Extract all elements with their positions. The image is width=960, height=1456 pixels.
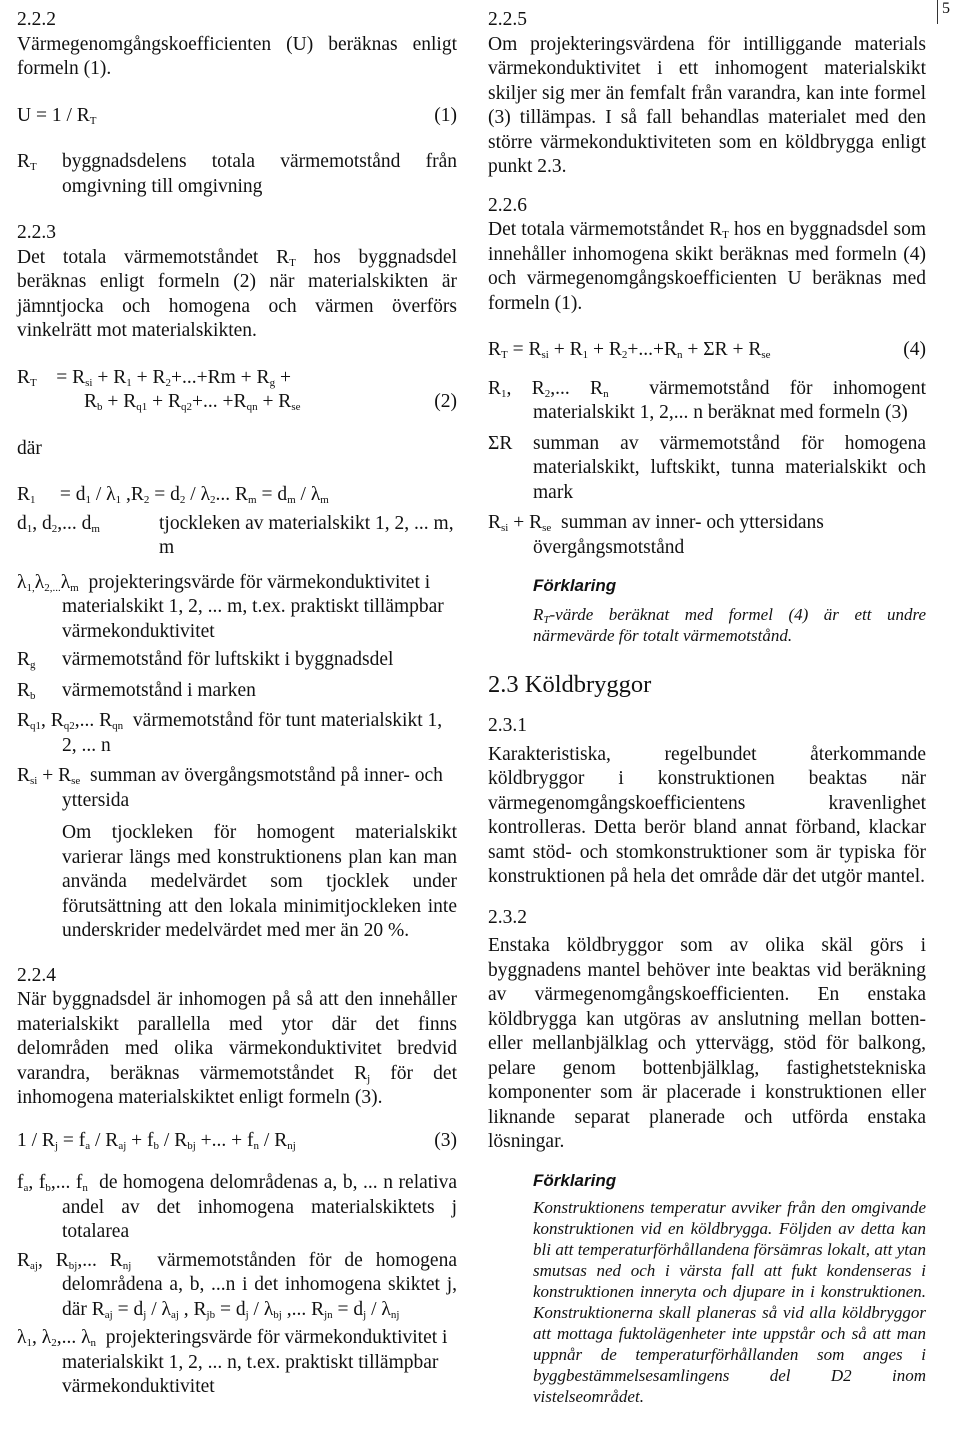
definition-rsi-rse: $R_{si} + R_{se}$ summan av övergångsmotstånd på inner- och yttersida xyxy=(17,765,443,811)
definition-sigma-r: ΣR summan av värmemotstånd för homogena materialskikt, luftskikt, tunna materialskikt och mark xyxy=(488,432,926,503)
definition-lambda-2: $\lambda_1$, $\lambda_2$,... $\lambda_n$ projekteringsvärde för värmekonduktivitet i materialskikt 1, 2, ... n, t.ex. praktiskt tillämpbar värmekonduktivitet xyxy=(17,1327,448,1397)
definition-rsi-rse-2: $R_{si} + R_{se}$ summan av inner- och yttersidans övergångsmotstånd xyxy=(488,512,824,558)
page-number: 5 xyxy=(937,0,957,24)
section-2-2-3-text: Det totala värmemotståndet $R_T$ hos byggnadsdel beräknas enligt formeln (2) när materialskikten är jämntjocka och homogena och värmen överförs vinkelrätt mot materialskikten. xyxy=(17,246,458,341)
definition-rq: $R_{q1}$, $R_{q2}$,... $R_{qn}$ värmemotstånd för tunt materialskikt 1, 2, ... n xyxy=(17,710,443,756)
section-2-2-5-text: Om projekteringsvärdena för intilliggande materials värmekonduktivitet i ett inhomogent materialskikt skiljer sig mer än femfalt från varandra, kan inte formel (3) tillämpas. I så fall behandlas materialet med den större värmekonduktiviteten som en köldbrygga enligt punkt 2.3. xyxy=(488,33,926,177)
formula-4: $R_T = R_{si} + R_1 + R_2+...+R_n + \Sigma R + R_{se}$ (4) xyxy=(488,339,926,361)
section-2-3-2-number: 2.3.2 xyxy=(488,906,527,928)
section-2-2-3-number: 2.2.3 xyxy=(17,222,56,243)
formula-4-number: (4) xyxy=(903,339,926,360)
definition-f: $f_a$, $f_b$,... $f_n$ de homogena delområdenas a, b, ... n relativa andel av det inhomogena materialskiktets j totalarea xyxy=(17,1172,458,1242)
explanation-2: Förklaring Konstruktionens temperatur avviker från den omgivande konstruktionen vid en köldbrygga. Följden av detta kan bli att temperaturförhållandena försämras lokalt, att ytan smutsas ned och i värsta fall att fukt kondenseras i konstruktionen inneryta och djupare in i konstruktionen. Konstruktionerna skall planeras så vid alla köldbryggor att mottaga fuktolägenheter inte uppstår och så att man uppnår de temperaturförhållanden som anges i byggbestämmelsesamlingens del D2 inom vistelseområdet. xyxy=(533,1170,926,1406)
section-2-2-4-text: När byggnadsdel är inhomogen på så att den innehåller materialskikt parallella med ytor där det finns delområden med olika värmekonduktivitet bredvid varandra, beräknas värmemotståndet $R_j$ för det inhomogena materialskiktet enligt formeln (3). xyxy=(17,989,457,1108)
section-2-3-heading: 2.3 Köldbryggor xyxy=(488,671,652,698)
section-2-3-1-number: 2.3.1 xyxy=(488,715,527,736)
definition-rg: $R_g$ värmemotstånd för luftskikt i byggnadsdel xyxy=(17,649,394,671)
section-2-3-1-text: Karakteristiska, regelbundet återkommande köldbryggor i konstruktionen beaktas när värmegenomgångskoefficientens kravenlighet kontrolleras. Detta berör bland annat förband, klackar samt stöd- och stomkonstruktioner som är typiska för konstruktionen på hela det område där det utgör mantel. xyxy=(488,743,926,887)
section-2-2-2-number: 2.2.2 xyxy=(17,9,56,30)
section-2-3-2-text: Enstaka köldbryggor som av olika skäl görs i byggnadens mantel behöver inte beaktas vid beräkning av värmegenomgångskoefficienten. En enstaka köldbrygga kan utgöras av anslutning mellan botten- eller mellanbjälklag och yttervägg, stöd för balkong, pelare genom bottenbjälklag, fastighetstekniska komponenter som är placerade i konstruktionen eller liknande separat planerade och utförda enstaka lösningar. xyxy=(488,935,926,1152)
definition-r12: $R_1$, $R_2$,... $R_n$ värmemotstånd för inhomogent materialskikt 1, 2,... n beräknat med formeln (3) xyxy=(488,377,926,423)
dar-label: där xyxy=(17,437,42,459)
definition-lambda: $\lambda_{1,}\lambda_{2,...}\lambda_m$ projekteringsvärde för värmekonduktivitet i materialskikt 1, 2, ... m, t.ex. praktiskt tillämpbar värmekonduktivitet xyxy=(17,571,444,642)
section-2-2-6-number: 2.2.6 xyxy=(488,194,527,216)
definition-rb: $R_b$ värmemotstånd i marken xyxy=(17,679,256,702)
definition-d: $d_1$, $d_2$,... $d_m$ tjockleken av materialskikt 1, 2, ... m, m xyxy=(17,512,454,558)
formula-3: $1 / R_j = f_a / R_{aj} + f_b / R_{bj}$ +... + $f_n / R_{nj}$ (3) xyxy=(17,1129,457,1152)
section-2-2-2-text: Värmegenomgångskoefficienten (U) beräknas enligt formeln (1). xyxy=(17,33,457,79)
formula-3-number: (3) xyxy=(434,1129,457,1151)
formula-2-number: (2) xyxy=(434,391,457,412)
definition-rt: $R_T$ byggnadsdelens totala värmemotstånd från omgivning till omgivning xyxy=(17,151,457,197)
formula-1: $U = 1 / R_T$ (1) xyxy=(17,104,457,127)
section-2-2-4-number: 2.2.4 xyxy=(17,964,56,986)
section-2-2-6-text: Det totala värmemotståndet $R_T$ hos en byggnadsdel som innehåller inhomogena skikt beräknas med formeln (4) och värmegenomgångskoefficienten U beräknas med formeln (1). xyxy=(488,219,926,314)
definition-raj: $R_{aj}$, $R_{bj}$,... $R_{nj}$ värmemotstånden för de homogena delområdena a, b, ...n i det inhomogena skiktet j, där $R_{aj} = d_j / \lambda_{aj}$ , $R_{jb} = d_j / \lambda_{bj}$ ,... $R_{jn} = d_j / \lambda_{nj}$ xyxy=(17,1249,457,1321)
definition-r1: $R_1$ = $d_1 / \lambda_1$ $,R_2 = d_2 / \lambda_2$... $R_m = d_m / \lambda_m$ xyxy=(17,484,329,506)
thickness-note: Om tjockleken för homogent materialskikt varierar längs med konstruktionens plan kan man använda medelvärdet som tjocklek under förutsättning att den lokala minimitjockleken inte underskrider medelvärdet med mer än 20 %. xyxy=(62,822,457,941)
explanation-1: Förklaring $R_T$-värde beräknat med formel (4) är ett undre närmevärde för totalt värmemotstånd. xyxy=(533,576,926,645)
right-column xyxy=(488,8,926,1407)
formula-1-number: (1) xyxy=(434,104,457,126)
left-column xyxy=(17,8,457,1400)
formula-2: $R_T$ = $R_{si} + R_1 + R_2+...+Rm + R_g$ + $R_b + R_{q1} + R_{q2}+$... $+R_{qn} + R_{se}$ (2) xyxy=(17,366,457,413)
section-2-2-5-number: 2.2.5 xyxy=(488,9,527,30)
